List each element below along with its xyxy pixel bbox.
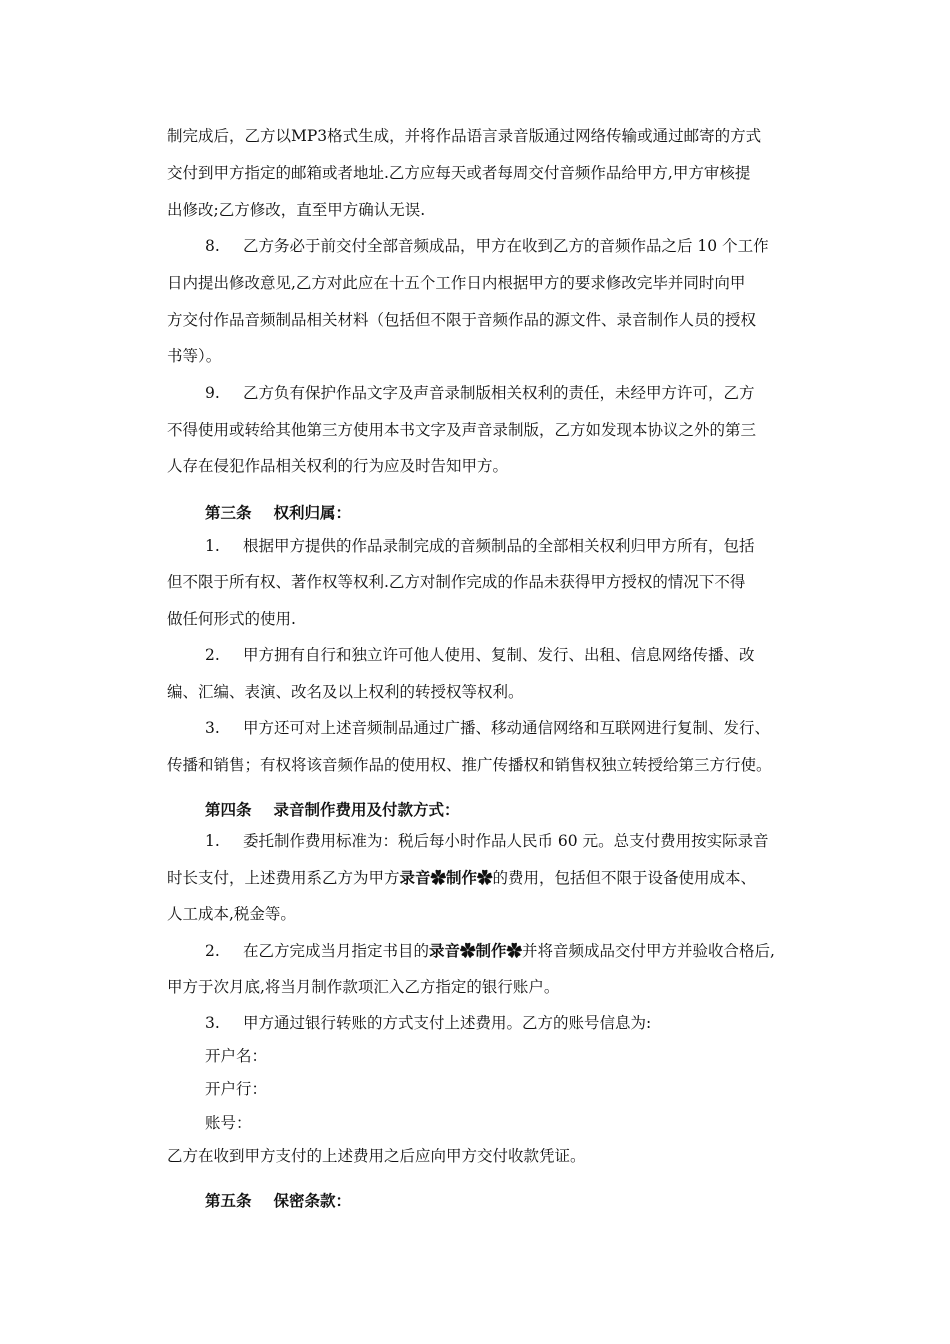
clause-number: 1. [205, 537, 220, 555]
account-name-label: 开户名： [205, 1047, 268, 1065]
clause-text: 乙方务必于前交付全部音频成品，甲方在收到乙方的音频作品之后 10 个工作 [243, 237, 769, 255]
clause-number: 3. [205, 719, 220, 737]
clause-number: 3. [205, 1014, 220, 1032]
paragraph-line: 书等）。 [167, 347, 222, 365]
clause-2 [205, 941, 775, 961]
paragraph-line: 乙方在收到甲方支付的上述费用之后应向甲方交付收款凭证。 [167, 1147, 586, 1165]
paragraph-line [167, 868, 756, 888]
article-title: 权利归属： [273, 503, 352, 522]
article-number: 第三条 [205, 503, 252, 522]
clause-text: 乙方负有保护作品文字及声音录制版相关权利的责任，未经甲方许可，乙方 [243, 384, 755, 402]
clause-number: 2. [205, 942, 220, 960]
paragraph-line: 交付到甲方指定的邮箱或者地址.乙方应每天或者每周交付音频作品给甲方,甲方审核提 [167, 164, 751, 182]
section-heading-3 [205, 503, 351, 523]
section-heading-5 [205, 1191, 351, 1211]
article-number: 第五条 [205, 1191, 252, 1210]
clause-text: 甲方通过银行转账的方式支付上述费用。乙方的账号信息为: [243, 1014, 652, 1032]
paragraph-line: 出修改;乙方修改，直至甲方确认无误. [167, 201, 426, 219]
clause-text: 委托制作费用标准为：税后每小时作品人民币 60 元。总支付费用按实际录音 [243, 832, 769, 850]
clause-number: 8. [205, 237, 220, 255]
clause-text: 甲方拥有自行和独立许可他人使用、复制、发行、出租、信息网络传播、改 [243, 646, 755, 664]
clause-8 [205, 236, 769, 256]
paragraph-line: 人存在侵犯作品相关权利的行为应及时告知甲方。 [167, 457, 509, 475]
clause-text: 甲方还可对上述音频制品通过广播、移动通信网络和互联网进行复制、发行、 [243, 719, 771, 737]
paragraph-line: 不得使用或转给其他第三方使用本书文字及声音录制版，乙方如发现本协议之外的第三 [167, 421, 757, 439]
clause-number: 2. [205, 646, 220, 664]
clause-3 [205, 1013, 651, 1033]
clause-1 [205, 536, 755, 556]
clause-number: 1. [205, 832, 220, 850]
text-run: 并将音频成品交付甲方并验收合格后, [522, 942, 775, 960]
paragraph-line: 人工成本,税金等。 [167, 905, 296, 923]
text-run: 的费用，包括但不限于设备使用成本、 [492, 869, 757, 887]
clause-number: 9. [205, 384, 220, 402]
account-number-label: 账号： [205, 1114, 252, 1132]
paragraph-line: 甲方于次月底,将当月制作款项汇入乙方指定的银行账户。 [167, 978, 560, 996]
clause-3 [205, 718, 770, 738]
clause-text: 根据甲方提供的作品录制完成的音频制品的全部相关权利归甲方所有，包括 [243, 537, 755, 555]
paragraph-line: 但不限于所有权、著作权等权利.乙方对制作完成的作品未获得甲方授权的情况下不得 [167, 573, 746, 591]
paragraph-line: 编、汇编、表演、改名及以上权利的转授权等权利。 [167, 683, 524, 701]
article-number: 第四条 [205, 800, 252, 819]
text-run: 在乙方完成当月指定书目的 [243, 942, 430, 960]
paragraph-line: 制完成后，乙方以MP3格式生成，并将作品语言录音版通过网络传输或通过邮寄的方式 [167, 127, 762, 145]
bold-text-run: 录音✿制作✿ [399, 868, 493, 887]
paragraph-line: 传播和销售；有权将该音频作品的使用权、推广传播权和销售权独立转授给第三方行使。 [167, 756, 772, 774]
section-heading-4 [205, 800, 460, 820]
article-title: 保密条款： [273, 1191, 352, 1210]
clause-9 [205, 383, 755, 403]
paragraph-line: 方交付作品音频制品相关材料（包括但不限于音频作品的源文件、录音制作人员的授权 [167, 311, 757, 329]
bank-label: 开户行： [205, 1080, 268, 1098]
text-run: 时长支付，上述费用系乙方为甲方 [167, 869, 400, 887]
paragraph-line: 做任何形式的使用. [167, 610, 296, 628]
clause-1 [205, 831, 769, 851]
paragraph-line: 日内提出修改意见,乙方对此应在十五个工作日内根据甲方的要求修改完毕并同时向甲 [167, 274, 746, 292]
bold-text-run: 录音✿制作✿ [429, 941, 523, 960]
article-title: 录音制作费用及付款方式： [273, 800, 460, 819]
clause-2 [205, 645, 755, 665]
